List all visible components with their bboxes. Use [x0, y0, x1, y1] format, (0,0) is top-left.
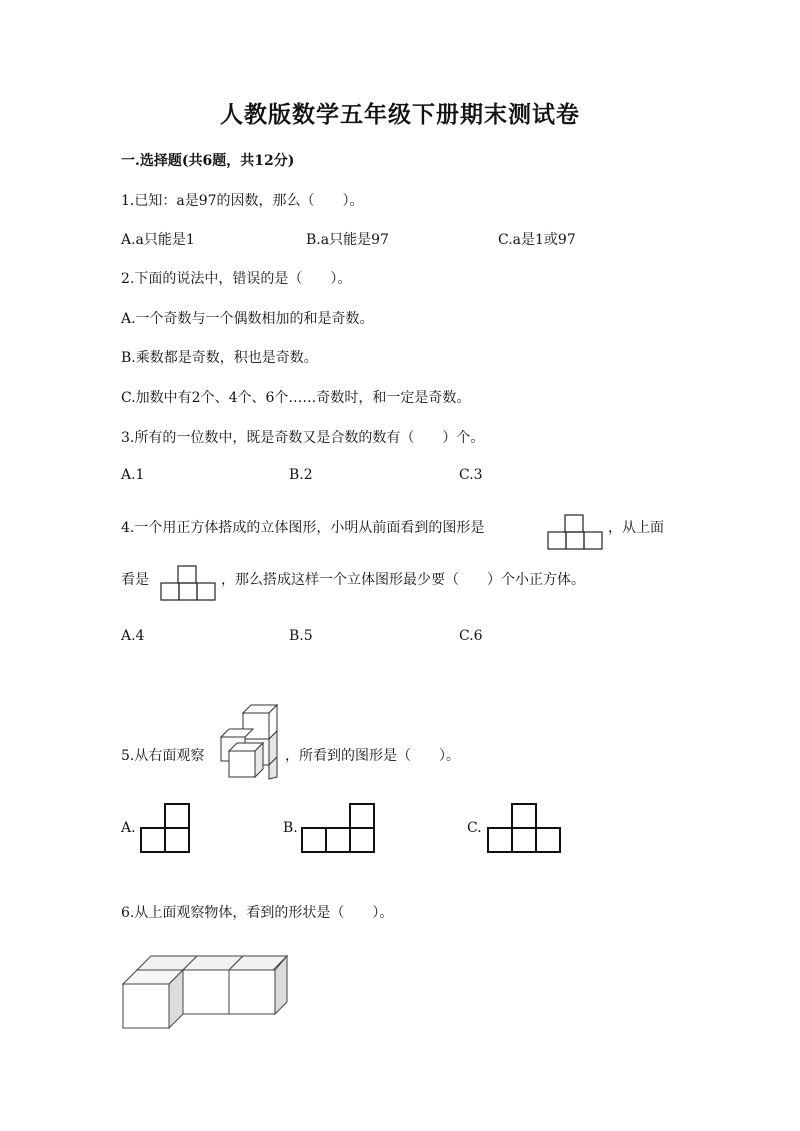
question-3-option-a: A.1 — [121, 467, 145, 483]
top-view-figure — [160, 565, 216, 601]
question-1-stem: 1.已知：a是97的因数，那么（ ）。 — [121, 193, 364, 209]
question-1-option-a: A.a只能是1 — [121, 232, 195, 248]
question-3-option-b: B.2 — [289, 467, 313, 483]
question-4-stem-part1: 4.一个用正方体搭成的立体图形，小明从前面看到的图形是 — [121, 520, 485, 536]
question-4-option-a: A.4 — [121, 628, 145, 644]
question-2-stem: 2.下面的说法中，错误的是（ ）。 — [121, 271, 352, 287]
question-4-stem-part4: ，那么搭成这样一个立体图形最少要（ ）个小正方体。 — [221, 572, 585, 588]
question-2-option-a: A.一个奇数与一个偶数相加的和是奇数。 — [121, 311, 374, 327]
question-1-option-b: B.a只能是97 — [306, 232, 389, 248]
question-5-option-a-label: A. — [121, 820, 136, 836]
front-view-figure — [547, 514, 603, 550]
question-4-option-b: B.5 — [289, 628, 313, 644]
question-5-stem-part2: ，所看到的图形是（ ）。 — [285, 748, 460, 764]
question-5-option-b-label: B. — [283, 820, 298, 836]
question-3-stem: 3.所有的一位数中，既是奇数又是合数的数有（ ）个。 — [121, 430, 485, 446]
question-3-option-c: C.3 — [459, 467, 483, 483]
question-4-stem-part2: ，从上面 — [608, 520, 664, 536]
question-5-option-a-figure — [140, 803, 192, 855]
question-5-stem-part1: 5.从右面观察 — [121, 748, 205, 764]
cube-row-figure — [121, 952, 289, 1030]
question-5-option-b-figure — [301, 803, 377, 855]
page-title: 人教版数学五年级下册期末测试卷 — [220, 101, 580, 128]
question-4-stem-part3: 看是 — [121, 572, 149, 588]
question-1-option-c: C.a是1或97 — [498, 232, 576, 248]
question-5-option-c-label: C. — [467, 820, 482, 836]
section-heading: 一.选择题(共6题，共12分) — [121, 153, 295, 169]
stacked-cubes-figure — [219, 703, 281, 781]
question-4-option-c: C.6 — [459, 628, 483, 644]
question-5-option-c-figure — [487, 803, 563, 855]
question-2-option-b: B.乘数都是奇数，积也是奇数。 — [121, 350, 318, 366]
question-2-option-c: C.加数中有2个、4个、6个……奇数时，和一定是奇数。 — [121, 390, 471, 406]
question-6-stem: 6.从上面观察物体，看到的形状是（ ）。 — [121, 905, 394, 921]
